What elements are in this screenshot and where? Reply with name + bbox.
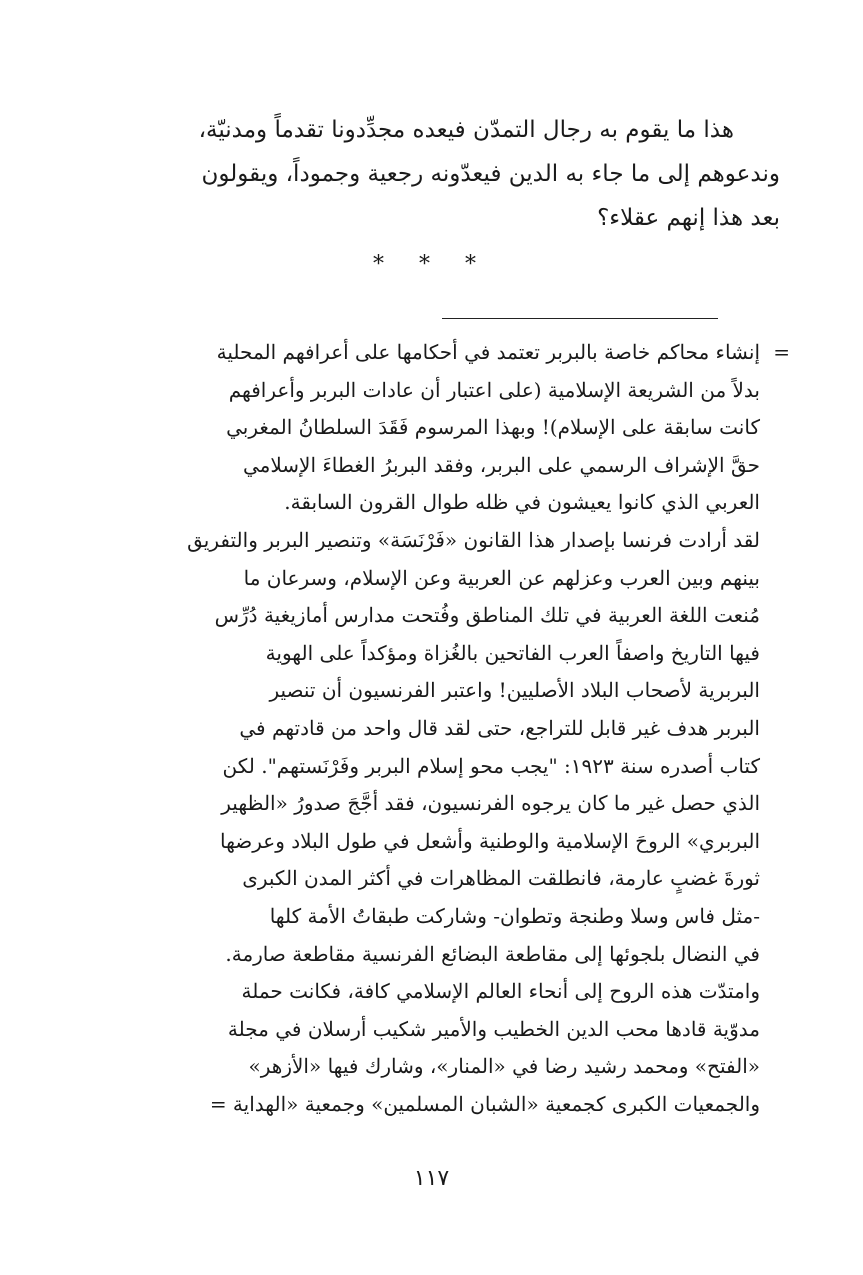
footnote-line: إنشاء محاكم خاصة بالبربر تعتمد في أحكامها على أعرافهم المحلية xyxy=(216,340,760,364)
footnote-line: مُنعت اللغة العربية في تلك المناطق وفُتحت مدارس أمازيغية دُرِّس xyxy=(214,603,760,628)
footnote-divider xyxy=(442,318,718,319)
footnote-line: بينهم وبين العرب وعزلهم عن العربية وعن الإسلام، وسرعان ما xyxy=(243,565,760,590)
main-line: هذا ما يقوم به رجال التمدّن فيعده مجدِّدونا تقدماً ومدنيّة، xyxy=(198,117,734,143)
footnote-line: لقد أرادت فرنسا بإصدار هذا القانون «فَرْنَسَة» وتنصير البربر والتفريق xyxy=(187,527,760,552)
footnote-line: «الفتح» ومحمد رشيد رضا في «المنار»، وشارك فيها «الأزهر» xyxy=(248,1054,760,1079)
footnote-line: العربي الذي كانوا يعيشون في ظله طوال القرون السابقة. xyxy=(284,490,760,515)
footnote xyxy=(100,334,790,1123)
main-line: وندعوهم إلى ما جاء به الدين فيعدّونه رجعية وجموداً، ويقولون xyxy=(201,161,780,187)
footnote-line: بدلاً من الشريعة الإسلامية (على اعتبار أن عادات البربر وأعرافهم xyxy=(228,377,760,402)
footnote-line: مدوّية قادها محب الدين الخطيب والأمير شكيب أرسلان في مجلة xyxy=(227,1016,760,1041)
footnote-line: كتاب أصدره سنة ١٩٢٣: "يجب محو إسلام البربر وفَرْنَستهم". لكن xyxy=(222,753,760,778)
footnote-line: البربري» الروحَ الإسلامية والوطنية وأشعل في طول البلاد وعرضها xyxy=(219,828,760,853)
footnote-line: حقَّ الإشراف الرسمي على البربر، وفقد البربرُ الغطاءَ الإسلامي xyxy=(242,452,760,477)
main-paragraph xyxy=(100,108,780,240)
page-number: ١١٧ xyxy=(413,1166,450,1191)
footnote-line: الذي حصل غير ما كان يرجوه الفرنسيون، فقد أجَّجَ صدورُ «الظهير xyxy=(221,791,760,816)
footnote-line: وامتدّت هذه الروح إلى أنحاء العالم الإسلامي كافة، فكانت حملة xyxy=(241,979,760,1004)
main-line: بعد هذا إنهم عقلاء؟ xyxy=(597,205,780,231)
footnote-line: -مثل فاس وسلا وطنجة وتطوان- وشاركت طبقاتُ الأمة كلها xyxy=(269,903,760,928)
footnote-continuation-marker: = xyxy=(773,340,790,364)
section-separator-stars: * * * xyxy=(373,252,490,277)
footnote-line: والجمعيات الكبرى كجمعية «الشبان المسلمين» وجمعية «الهداية = xyxy=(209,1091,760,1116)
footnote-line: البربر هدف غير قابل للتراجع، حتى لقد قال واحد من قادتهم في xyxy=(239,715,760,740)
footnote-line: في النضال بلجوئها إلى مقاطعة البضائع الفرنسية مقاطعة صارمة. xyxy=(225,941,760,966)
footnote-line: البربرية لأصحاب البلاد الأصليين! واعتبر الفرنسيون أن تنصير xyxy=(269,678,760,703)
footnote-line: فيها التاريخ واصفاً العرب الفاتحين بالغُزاة ومؤكداً على الهوية xyxy=(265,640,760,665)
footnote-line: كانت سابقة على الإسلام)! وبهذا المرسوم فَقَدَ السلطانُ المغربي xyxy=(226,415,760,440)
footnote-line: ثورةَ غضبٍ عارمة، فانطلقت المظاهرات في أكثر المدن الكبرى xyxy=(242,866,760,891)
